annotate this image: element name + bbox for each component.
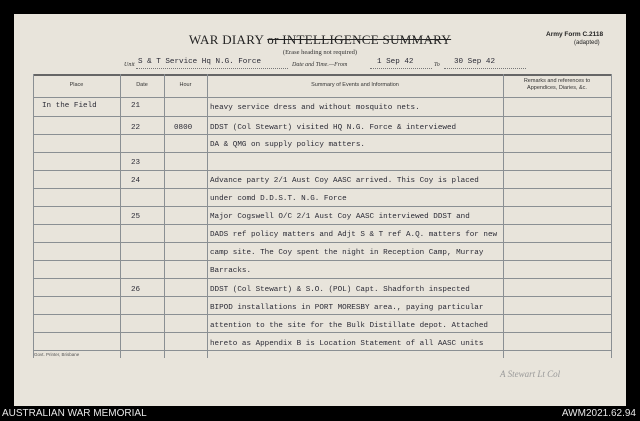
col-header-hour: Hour <box>179 82 192 88</box>
unit-dotted-line <box>136 68 288 69</box>
entry-text: Advance party 2/1 Aust Coy AASC arrived. This Coy is placed <box>210 177 479 185</box>
row-rule <box>33 116 611 117</box>
entry-text: BIPOD installations in PORT MORESBY area., paying particular <box>210 304 484 312</box>
entry-text: DADS ref policy matters and Adjt S & T ref A.Q. matters for new <box>210 231 498 239</box>
row-rule <box>33 152 611 153</box>
signature: A Stewart Lt Col <box>500 369 561 379</box>
entry-text: DA & QMG on supply policy matters. <box>210 141 365 149</box>
row-rule <box>33 314 611 315</box>
from-dotted-line <box>370 68 432 69</box>
date-to: 30 Sep 42 <box>454 58 496 66</box>
unit-label: Unit <box>124 62 135 68</box>
form-note: (adapted) <box>574 40 600 46</box>
footer-institution: AUSTRALIAN WAR MEMORIAL <box>2 408 147 419</box>
entry-text: DDST (Col Stewart) visited HQ N.G. Force & interviewed <box>210 124 457 132</box>
row-rule <box>33 170 611 171</box>
col-header-date: Date <box>136 82 148 88</box>
entry-text: DDST (Col Stewart) & S.O. (POL) Capt. Shadforth inspected <box>210 286 470 294</box>
form-title <box>14 32 626 48</box>
entry-text: under comd D.D.S.T. N.G. Force <box>210 195 347 203</box>
entry-date: 26 <box>131 286 141 294</box>
row-rule <box>33 350 611 351</box>
col-header-remarks-1: Remarks and references to <box>523 78 591 84</box>
row-rule <box>33 332 611 333</box>
entry-date: 24 <box>131 177 141 185</box>
row-rule <box>33 206 611 207</box>
entry-text: hereto as Appendix B is Location Statement of all AASC units <box>210 340 484 348</box>
form-id: Army Form C.2118 <box>546 31 604 38</box>
row-rule <box>33 188 611 189</box>
entry-text: Major Cogswell O/C 2/1 Aust Coy AASC interviewed DDST and <box>210 213 470 221</box>
col-divider-right <box>611 74 612 358</box>
entry-text: Barracks. <box>210 267 252 275</box>
entry-text: attention to the site for the Bulk Distillate depot. Attached <box>210 322 488 330</box>
row-rule <box>33 134 611 135</box>
printer-note: Govt. Printer, Brisbane <box>34 352 80 357</box>
entry-hour: 0800 <box>174 124 193 132</box>
entry-date: 21 <box>131 102 141 110</box>
col-header-remarks-2: Appendices, Diaries, &c. <box>527 85 587 91</box>
footer-accession-number: AWM2021.62.94 <box>561 408 636 419</box>
row-rule <box>33 242 611 243</box>
entry-text: camp site. The Coy spent the night in Reception Camp, Murray <box>210 249 484 257</box>
row-rule <box>33 278 611 279</box>
unit-value: S & T Service Hq N.G. Force <box>138 58 262 66</box>
entry-date: 25 <box>131 213 141 221</box>
row-rule <box>33 296 611 297</box>
form-subtitle: (Erase heading not required) <box>282 49 358 56</box>
entry-place: In the Field <box>42 102 97 110</box>
to-label: To <box>434 62 440 68</box>
entry-text: heavy service dress and without mosquito nets. <box>210 104 420 112</box>
col-header-summary: Summary of Events and Information <box>311 82 399 88</box>
entry-date: 23 <box>131 159 141 167</box>
title-struck: or INTELLIGENCE SUMMARY <box>267 32 452 47</box>
date-from: 1 Sep 42 <box>377 58 414 66</box>
col-header-place: Place <box>69 82 84 88</box>
diary-sheet <box>14 14 626 406</box>
row-rule <box>33 260 611 261</box>
row-rule <box>33 224 611 225</box>
title-prefix: WAR DIARY <box>188 32 264 47</box>
entry-date: 22 <box>131 124 141 132</box>
to-dotted-line <box>444 68 526 69</box>
date-label: Date and Time.—From <box>292 62 348 68</box>
